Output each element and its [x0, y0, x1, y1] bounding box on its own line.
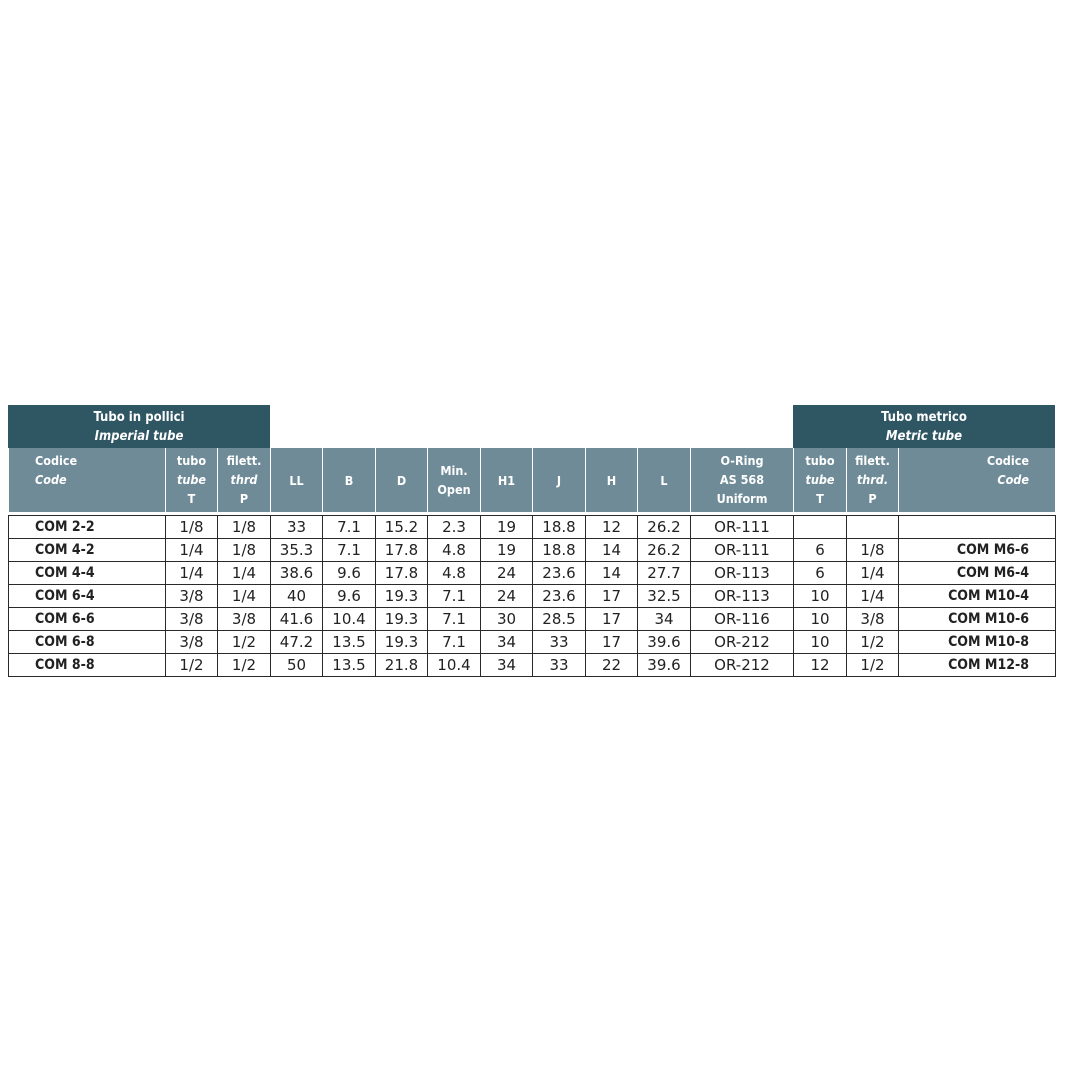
- table-row: [9, 631, 1056, 654]
- col-header-thread-imperial: filett. thrd P: [218, 448, 271, 512]
- table-row: [9, 562, 1056, 585]
- cell-l: 39.6: [638, 631, 691, 654]
- cell-j: 33: [533, 654, 586, 677]
- cell-tube-imperial: 3/8: [166, 631, 218, 654]
- cell-j: 33: [533, 631, 586, 654]
- cell-b: 10.4: [323, 608, 376, 631]
- metric-group-title: Tubo metrico: [881, 410, 967, 425]
- cell-thread-imperial: 1/4: [218, 585, 271, 608]
- cell-min-open: 4.8: [428, 562, 481, 585]
- col-header-j: J: [533, 448, 586, 512]
- col-header-h: H: [586, 448, 638, 512]
- cell-j: 28.5: [533, 608, 586, 631]
- cell-l: 27.7: [638, 562, 691, 585]
- cell-d: 17.8: [376, 539, 428, 562]
- cell-o-ring: OR-113: [691, 562, 794, 585]
- cell-l: 34: [638, 608, 691, 631]
- cell-thread-imperial: 1/8: [218, 516, 271, 539]
- table-header: [9, 448, 1056, 512]
- cell-thread-imperial: 3/8: [218, 608, 271, 631]
- cell-l: 26.2: [638, 516, 691, 539]
- metric-tube-group-header: [793, 405, 1055, 448]
- table-body: [9, 512, 1056, 677]
- cell-ll: 33: [271, 516, 323, 539]
- cell-code-metric: COM M10-6: [899, 608, 1056, 631]
- cell-o-ring: OR-212: [691, 654, 794, 677]
- cell-code-imperial: COM 8-8: [9, 654, 166, 677]
- cell-min-open: 4.8: [428, 539, 481, 562]
- cell-code-metric: COM M10-4: [899, 585, 1056, 608]
- col-header-o-ring: O-Ring AS 568 Uniform: [691, 448, 794, 512]
- cell-ll: 41.6: [271, 608, 323, 631]
- cell-h: 14: [586, 562, 638, 585]
- cell-d: 17.8: [376, 562, 428, 585]
- cell-code-imperial: COM 4-2: [9, 539, 166, 562]
- col-header-min-open: Min. Open: [428, 448, 481, 512]
- cell-o-ring: OR-111: [691, 539, 794, 562]
- cell-thread-metric: 1/4: [847, 562, 899, 585]
- cell-b: 13.5: [323, 654, 376, 677]
- cell-j: 23.6: [533, 585, 586, 608]
- table-row: [9, 654, 1056, 677]
- col-header-tube-imperial: tubo tube T: [166, 448, 218, 512]
- imperial-group-subtitle: Imperial tube: [94, 429, 184, 444]
- cell-thread-metric: [847, 516, 899, 539]
- cell-h1: 24: [481, 585, 533, 608]
- cell-thread-imperial: 1/2: [218, 654, 271, 677]
- cell-min-open: 7.1: [428, 631, 481, 654]
- cell-d: 19.3: [376, 585, 428, 608]
- cell-tube-metric: 6: [794, 539, 847, 562]
- cell-code-metric: COM M6-4: [899, 562, 1056, 585]
- cell-ll: 40: [271, 585, 323, 608]
- cell-code-metric: [899, 516, 1056, 539]
- cell-thread-metric: 1/2: [847, 631, 899, 654]
- cell-min-open: 7.1: [428, 608, 481, 631]
- cell-thread-imperial: 1/8: [218, 539, 271, 562]
- cell-b: 7.1: [323, 516, 376, 539]
- col-header-h1: H1: [481, 448, 533, 512]
- cell-tube-metric: 10: [794, 608, 847, 631]
- cell-tube-metric: 6: [794, 562, 847, 585]
- cell-ll: 50: [271, 654, 323, 677]
- table-row: [9, 608, 1056, 631]
- cell-thread-imperial: 1/4: [218, 562, 271, 585]
- cell-j: 23.6: [533, 562, 586, 585]
- cell-tube-metric: 10: [794, 631, 847, 654]
- cell-d: 19.3: [376, 631, 428, 654]
- col-header-ll: LL: [271, 448, 323, 512]
- cell-tube-imperial: 1/8: [166, 516, 218, 539]
- cell-tube-metric: 12: [794, 654, 847, 677]
- cell-code-imperial: COM 6-4: [9, 585, 166, 608]
- fitting-spec-table: [8, 448, 1056, 677]
- cell-h1: 19: [481, 516, 533, 539]
- cell-h1: 30: [481, 608, 533, 631]
- cell-l: 39.6: [638, 654, 691, 677]
- cell-min-open: 10.4: [428, 654, 481, 677]
- cell-tube-imperial: 3/8: [166, 585, 218, 608]
- col-header-b: B: [323, 448, 376, 512]
- col-header-tube-metric: tubo tube T: [794, 448, 847, 512]
- col-header-l: L: [638, 448, 691, 512]
- cell-code-imperial: COM 6-8: [9, 631, 166, 654]
- cell-j: 18.8: [533, 516, 586, 539]
- cell-h1: 19: [481, 539, 533, 562]
- cell-thread-metric: 3/8: [847, 608, 899, 631]
- imperial-group-title: Tubo in pollici: [93, 410, 185, 425]
- col-header-code-imperial: Codice Code: [9, 448, 166, 512]
- cell-h1: 24: [481, 562, 533, 585]
- metric-group-subtitle: Metric tube: [885, 429, 963, 444]
- cell-tube-metric: [794, 516, 847, 539]
- col-header-thread-metric: filett. thrd. P: [847, 448, 899, 512]
- cell-tube-imperial: 1/4: [166, 562, 218, 585]
- cell-h1: 34: [481, 654, 533, 677]
- cell-b: 9.6: [323, 562, 376, 585]
- cell-o-ring: OR-113: [691, 585, 794, 608]
- cell-h: 17: [586, 608, 638, 631]
- cell-tube-metric: 10: [794, 585, 847, 608]
- cell-h: 17: [586, 631, 638, 654]
- cell-thread-metric: 1/2: [847, 654, 899, 677]
- cell-j: 18.8: [533, 539, 586, 562]
- cell-tube-imperial: 3/8: [166, 608, 218, 631]
- cell-min-open: 7.1: [428, 585, 481, 608]
- cell-thread-imperial: 1/2: [218, 631, 271, 654]
- cell-code-metric: COM M12-8: [899, 654, 1056, 677]
- cell-b: 13.5: [323, 631, 376, 654]
- cell-ll: 47.2: [271, 631, 323, 654]
- cell-h1: 34: [481, 631, 533, 654]
- cell-o-ring: OR-212: [691, 631, 794, 654]
- col-header-d: D: [376, 448, 428, 512]
- table-row: [9, 585, 1056, 608]
- cell-code-imperial: COM 2-2: [9, 516, 166, 539]
- cell-min-open: 2.3: [428, 516, 481, 539]
- cell-code-metric: COM M6-6: [899, 539, 1056, 562]
- table-row: [9, 516, 1056, 539]
- cell-tube-imperial: 1/4: [166, 539, 218, 562]
- cell-o-ring: OR-111: [691, 516, 794, 539]
- cell-code-imperial: COM 4-4: [9, 562, 166, 585]
- cell-h: 22: [586, 654, 638, 677]
- cell-ll: 38.6: [271, 562, 323, 585]
- cell-tube-imperial: 1/2: [166, 654, 218, 677]
- cell-thread-metric: 1/4: [847, 585, 899, 608]
- cell-d: 21.8: [376, 654, 428, 677]
- cell-d: 19.3: [376, 608, 428, 631]
- cell-h: 12: [586, 516, 638, 539]
- cell-h: 17: [586, 585, 638, 608]
- cell-h: 14: [586, 539, 638, 562]
- cell-ll: 35.3: [271, 539, 323, 562]
- cell-code-metric: COM M10-8: [899, 631, 1056, 654]
- col-header-code-metric: Codice Code: [899, 448, 1056, 512]
- table-row: [9, 539, 1056, 562]
- cell-b: 9.6: [323, 585, 376, 608]
- cell-d: 15.2: [376, 516, 428, 539]
- cell-b: 7.1: [323, 539, 376, 562]
- imperial-tube-group-header: [8, 405, 270, 448]
- cell-o-ring: OR-116: [691, 608, 794, 631]
- cell-code-imperial: COM 6-6: [9, 608, 166, 631]
- cell-thread-metric: 1/8: [847, 539, 899, 562]
- cell-l: 26.2: [638, 539, 691, 562]
- cell-l: 32.5: [638, 585, 691, 608]
